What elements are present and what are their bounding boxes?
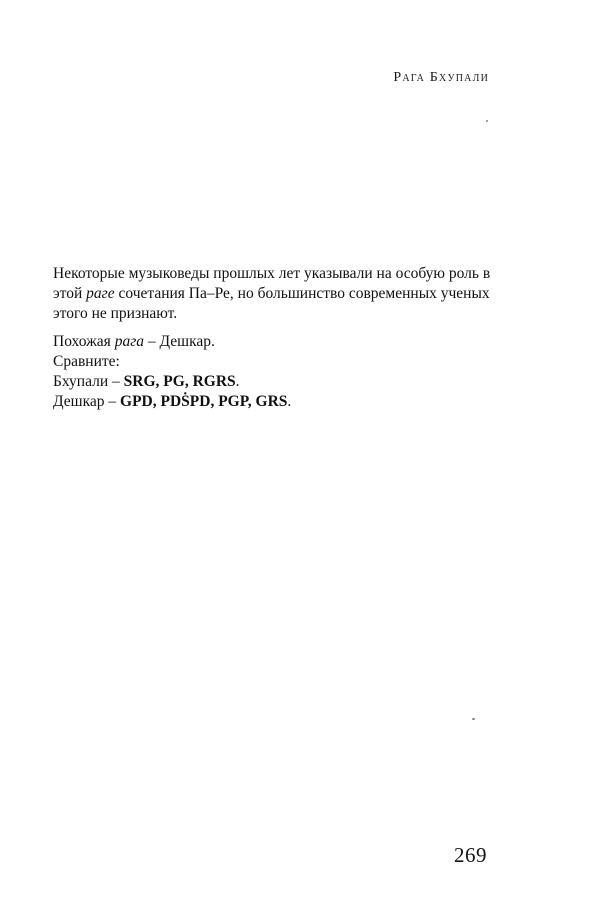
bhupali-phrases: [53, 372, 513, 392]
raga-name: Дешкар –: [53, 393, 121, 410]
phrase: RGRS: [192, 373, 236, 390]
text-fragment: – Дешкар.: [144, 333, 215, 350]
running-header: Рага Бхупали: [393, 70, 489, 85]
phrase: GPD: [120, 393, 153, 410]
text-fragment: этой: [53, 285, 87, 302]
deshkar-phrases: [53, 392, 513, 412]
separator: ,: [210, 393, 219, 410]
phrase: PGP: [218, 393, 248, 410]
text-fragment: Похожая: [53, 333, 115, 350]
italic-term: рага: [114, 333, 144, 350]
paragraph-line: Некоторые музыковеды прошлых лет указывали на особую роль в: [53, 265, 491, 282]
phrase: GRS: [255, 393, 288, 410]
paragraph-note: [53, 264, 513, 324]
separator: ,: [152, 393, 161, 410]
text-fragment: сочетания Па–Ре, но большинство современных ученых: [114, 285, 490, 302]
separator: ,: [184, 373, 193, 390]
separator: ,: [247, 393, 256, 410]
phrase: PG: [163, 373, 185, 390]
phrase: PDṠPD: [160, 393, 211, 410]
italic-term: раге: [86, 285, 115, 302]
phrase: SRG: [123, 373, 156, 390]
main-text: [53, 264, 513, 412]
page-number: 269: [454, 843, 487, 867]
paragraph-line: этого не признают.: [53, 305, 178, 322]
compare-label: Сравните:: [53, 353, 120, 370]
scan-speck: [472, 718, 475, 720]
end-punctuation: .: [287, 393, 292, 410]
scan-speck: [486, 120, 488, 122]
similar-raga-line: [53, 332, 513, 352]
raga-name: Бхупали –: [53, 373, 124, 390]
separator: ,: [155, 373, 164, 390]
paragraph-line: [53, 284, 513, 304]
comparison-block: [53, 332, 513, 412]
end-punctuation: .: [235, 373, 240, 390]
